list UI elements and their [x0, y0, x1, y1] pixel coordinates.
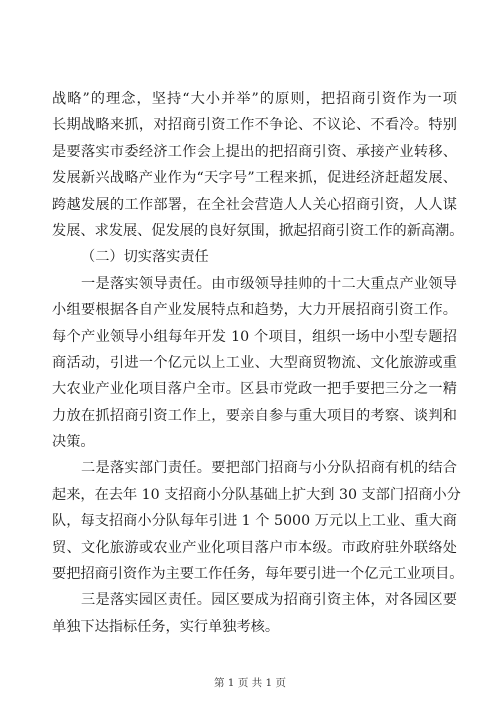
- text-line: 起来，在去年 10 支招商小分队基础上扩大到 30 支部门招商小分: [52, 486, 461, 503]
- text-line: 力放在抓招商引资工作上，要亲自参与重大项目的考察、谈判和: [52, 407, 457, 424]
- text-line: 小组要根据各自产业发展特点和趋势，大力开展招商引资工作。: [52, 302, 457, 319]
- text-line: 二是落实部门责任。要把部门招商与小分队招商有机的结合: [81, 460, 457, 477]
- text-line: 每个产业领导小组每年开发 10 个项目，组织一场中小型专题招: [52, 328, 457, 345]
- text-line: 商活动，引进一个亿元以上工业、大型商贸物流、文化旅游或重: [52, 354, 457, 371]
- text-line: 贸、文化旅游或农业产业化项目落户市本级。市政府驻外联络处: [52, 539, 457, 556]
- paragraph: [52, 587, 457, 640]
- text-line: 三是落实园区责任。园区要成为招商引资主体，对各园区要: [81, 592, 457, 609]
- text-line: 发展新兴战略产业作为“天字号”工程来抓，促进经济赶超发展、: [52, 170, 457, 187]
- text-line: 单独下达指标任务，实行单独考核。: [52, 618, 280, 635]
- text-line: 跨越发展的工作部署，在全社会营造人人关心招商引资，人人谋: [52, 196, 457, 213]
- text-line: 一是落实领导责任。由市级领导挂帅的十二大重点产业领导: [81, 275, 457, 292]
- text-line: 长期战略来抓，对招商引资工作不争论、不议论、不看冷。特别: [52, 117, 457, 134]
- text-line: 发展、求发展、促发展的良好氛围，掀起招商引资工作的新高潮。: [52, 222, 464, 239]
- text-line: 是要落实市委经济工作会上提出的把招商引资、承接产业转移、: [52, 143, 457, 160]
- text-line: 大农业产业化项目落户全市。区县市党政一把手要把三分之一精: [52, 381, 457, 398]
- paragraph: [52, 271, 457, 456]
- text-line: 要把招商引资作为主要工作任务，每年要引进一个亿元工业项目。: [52, 566, 464, 583]
- document-body: [52, 86, 464, 640]
- heading-text: （二）切实落实责任: [81, 249, 209, 266]
- text-line: 队，每支招商小分队每年引进 1 个 5000 万元以上工业、重大商: [52, 513, 457, 530]
- page-footer: 第 1 页 共 1 页: [213, 677, 287, 689]
- text-line: 战略”的理念，坚持“大小并举”的原则，把招商引资作为一项: [52, 91, 457, 107]
- section-heading: [52, 244, 457, 270]
- text-line: 决策。: [52, 434, 95, 451]
- paragraph: [52, 455, 464, 587]
- paragraph: [52, 86, 464, 244]
